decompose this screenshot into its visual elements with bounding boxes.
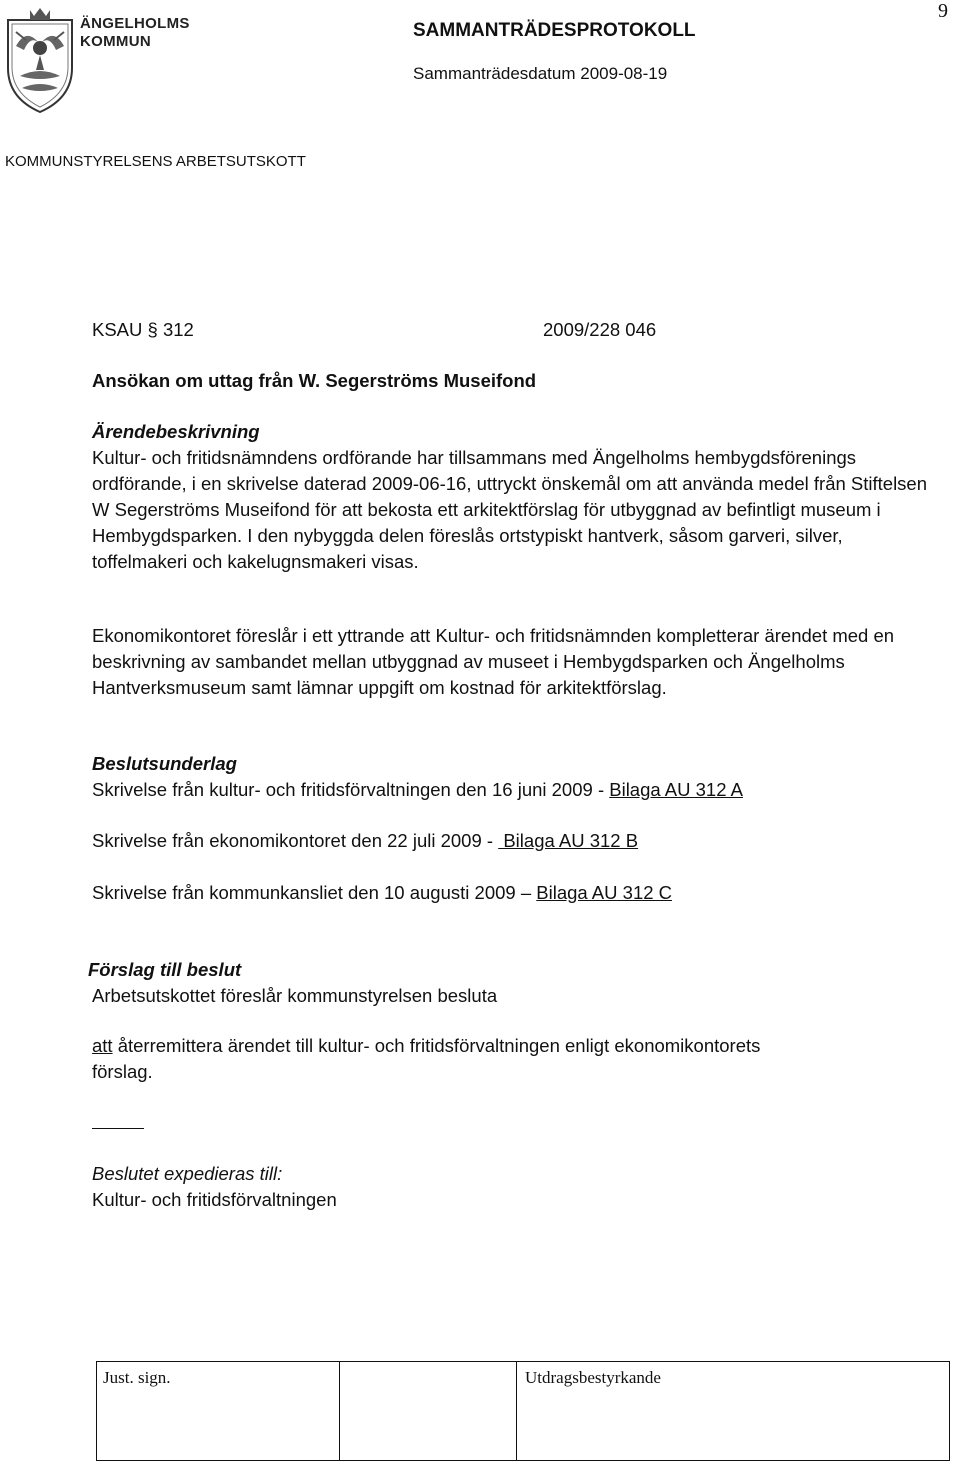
case-section: KSAU § 312	[92, 319, 194, 340]
meeting-date: Sammanträdesdatum 2009-08-19	[413, 64, 668, 83]
bilaga-b-link[interactable]: Bilaga AU 312 B	[498, 830, 639, 851]
arendebeskrivning-paragraph-1: Kultur- och fritidsnämndens ordförande har tillsammans med Ängelholms hembygdsförenings ordförande, i en skrivelse daterad 2009-06-16, uttryckt önskemål om att använda medel från Stiftelsen W Segerströms Museifond för att bekosta ett arkitektförslag för utbyggnad av befintligt museum i Hembygdsparken. I den nybyggda delen föreslås ortstypiskt hantverk, såsom garveri, silver, toffelmakeri och kakelugnsmakeri visas.	[92, 447, 928, 572]
arendebeskrivning-heading: Ärendebeskrivning	[92, 421, 260, 442]
forslag-heading: Förslag till beslut	[88, 959, 242, 980]
signature-box	[96, 1361, 950, 1461]
beslutsunderlag-item	[92, 828, 638, 854]
bilaga-c-link[interactable]: Bilaga AU 312 C	[536, 882, 673, 903]
forslag-att-clause	[92, 1033, 792, 1085]
case-diary-number: 2009/228 046	[543, 319, 657, 340]
expedieras-recipient: Kultur- och fritidsförvaltningen	[92, 1189, 337, 1210]
att-clause-text: återremittera ärendet till kultur- och fritidsförvaltningen enligt ekonomikontorets förslag.	[92, 1035, 766, 1082]
coat-of-arms-icon	[2, 6, 78, 114]
just-sign-label: Just. sign.	[103, 1368, 171, 1387]
document-title: SAMMANTRÄDESPROTOKOLL	[413, 20, 696, 41]
arendebeskrivning-paragraph-2: Ekonomikontoret föreslår i ett yttrande att Kultur- och fritidsnämnden kompletterar ärendet med en beskrivning av sambandet mellan utbyggnad av museet i Hembygdsparken och Ängelholms Hantverksmuseum samt lämnar uppgift om kostnad för arkitektförslag.	[92, 625, 895, 698]
utdragsbestyrkande-label: Utdragsbestyrkande	[525, 1368, 661, 1387]
arendebeskrivning-section	[92, 419, 938, 575]
organization-name-line1: ÄNGELHOLMS	[80, 15, 190, 32]
signature-box-divider	[516, 1362, 517, 1460]
separator-line	[92, 1128, 144, 1129]
expedieras-heading: Beslutet expedieras till:	[92, 1163, 283, 1184]
att-keyword: att	[92, 1035, 113, 1056]
signature-box-divider	[339, 1362, 340, 1460]
municipality-logo	[0, 6, 190, 116]
beslutsunderlag-heading: Beslutsunderlag	[92, 753, 237, 774]
beslutsunderlag-item-text: Skrivelse från kultur- och fritidsförvaltningen den 16 juni 2009 -	[92, 779, 610, 800]
beslutsunderlag-item-text: Skrivelse från ekonomikontoret den 22 juli 2009 -	[92, 830, 499, 851]
bilaga-a-link[interactable]: Bilaga AU 312 A	[609, 779, 743, 800]
forslag-intro: Arbetsutskottet föreslår kommunstyrelsen besluta	[92, 985, 498, 1006]
page-number: 9	[938, 0, 948, 22]
beslutsunderlag-item	[92, 777, 743, 803]
case-title: Ansökan om uttag från W. Segerströms Museifond	[92, 370, 537, 391]
committee-name: KOMMUNSTYRELSENS ARBETSUTSKOTT	[5, 153, 306, 170]
organization-name-line2: KOMMUN	[80, 33, 151, 50]
beslutsunderlag-item-text: Skrivelse från kommunkansliet den 10 augusti 2009 –	[92, 882, 537, 903]
beslutsunderlag-item	[92, 880, 672, 906]
